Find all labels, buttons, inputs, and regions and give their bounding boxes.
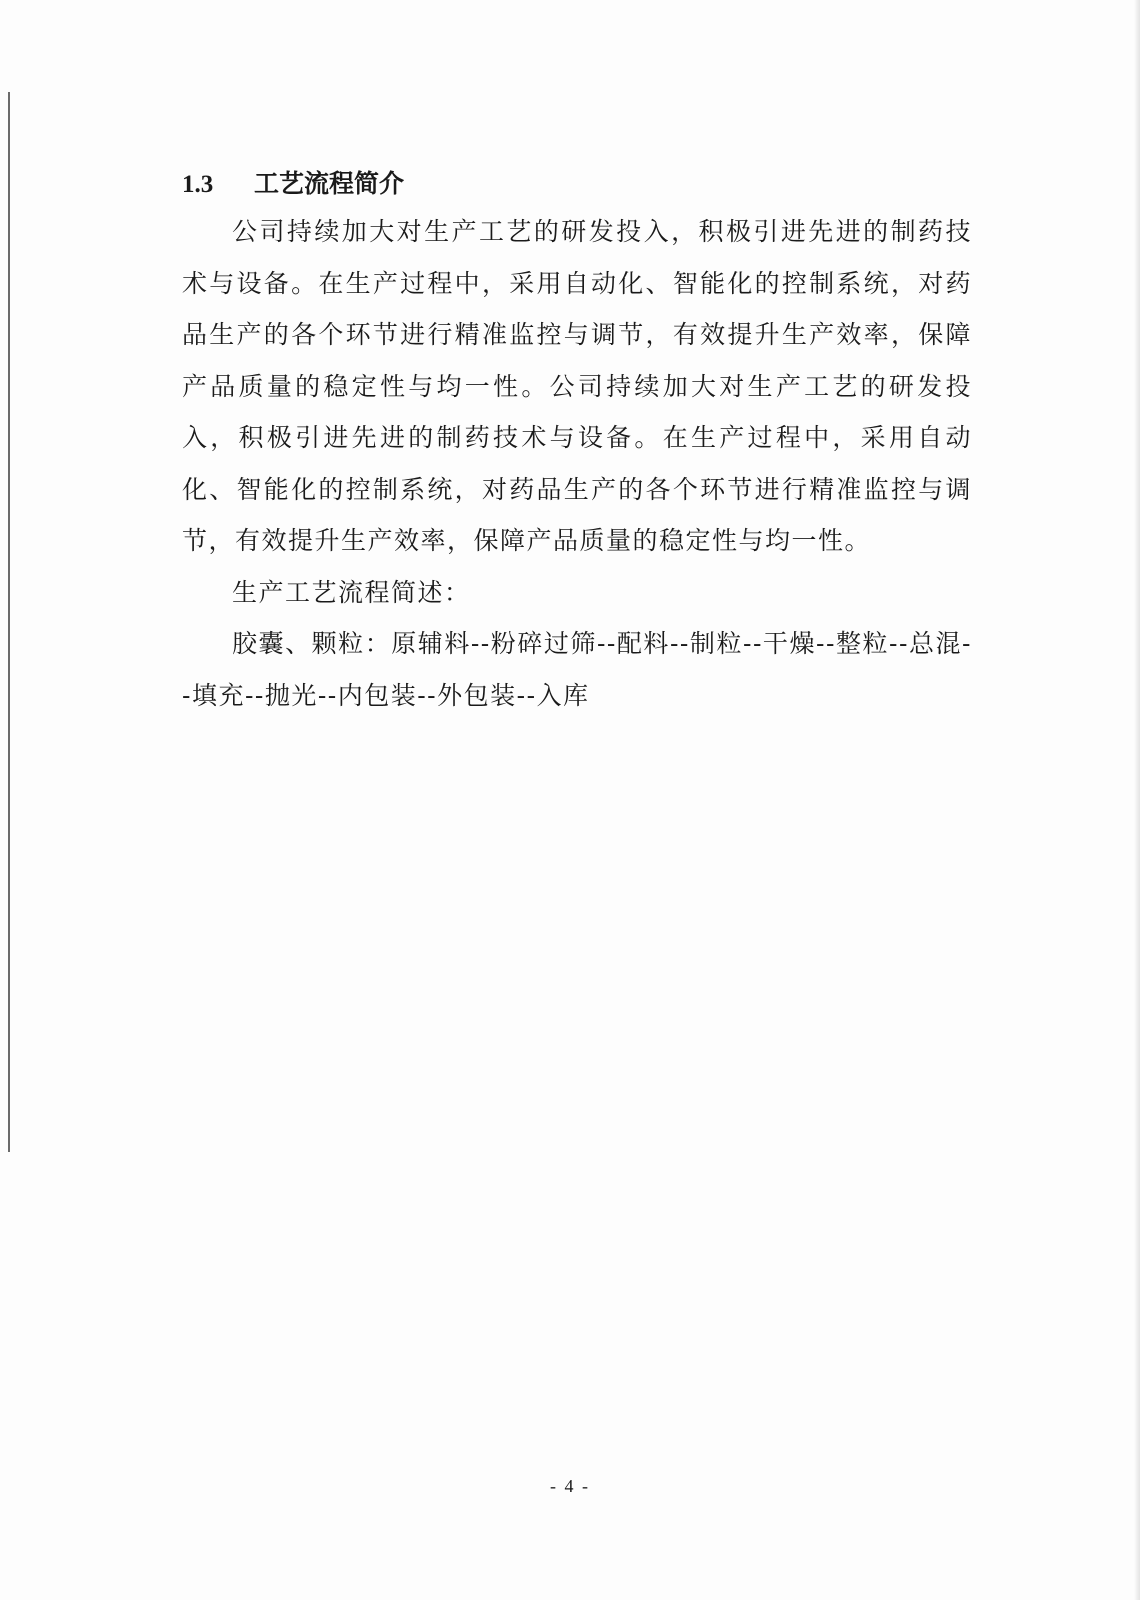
intro-paragraph: 公司持续加大对生产工艺的研发投入，积极引进先进的制药技术与设备。在生产过程中，采用自动化、智能化的控制系统，对药品生产的各个环节进行精准监控与调节，有效提升生产效率，保障产品质量的稳定性与均一性。公司持续加大对生产工艺的研发投入，积极引进先进的制药技术与设备。在生产过程中，采用自动化、智能化的控制系统，对药品生产的各个环节进行精准监控与调节，有效提升生产效率，保障产品质量的稳定性与均一性。 [182, 217, 972, 555]
section-title: 工艺流程简介 [254, 169, 405, 198]
section-heading [182, 162, 972, 206]
scan-edge-line [8, 92, 10, 1152]
section-number: 1.3 [182, 171, 214, 198]
page-content [182, 162, 972, 721]
process-flow-paragraph: 胶囊、颗粒：原辅料--粉碎过筛--配料--制粒--干燥--整粒--总混--填充--抛光--内包装--外包装--入库 [182, 629, 972, 710]
process-summary-label: 生产工艺流程简述： [232, 577, 471, 607]
page-number: - 4 - [550, 1476, 590, 1496]
scan-edge-shade [1134, 0, 1140, 1600]
